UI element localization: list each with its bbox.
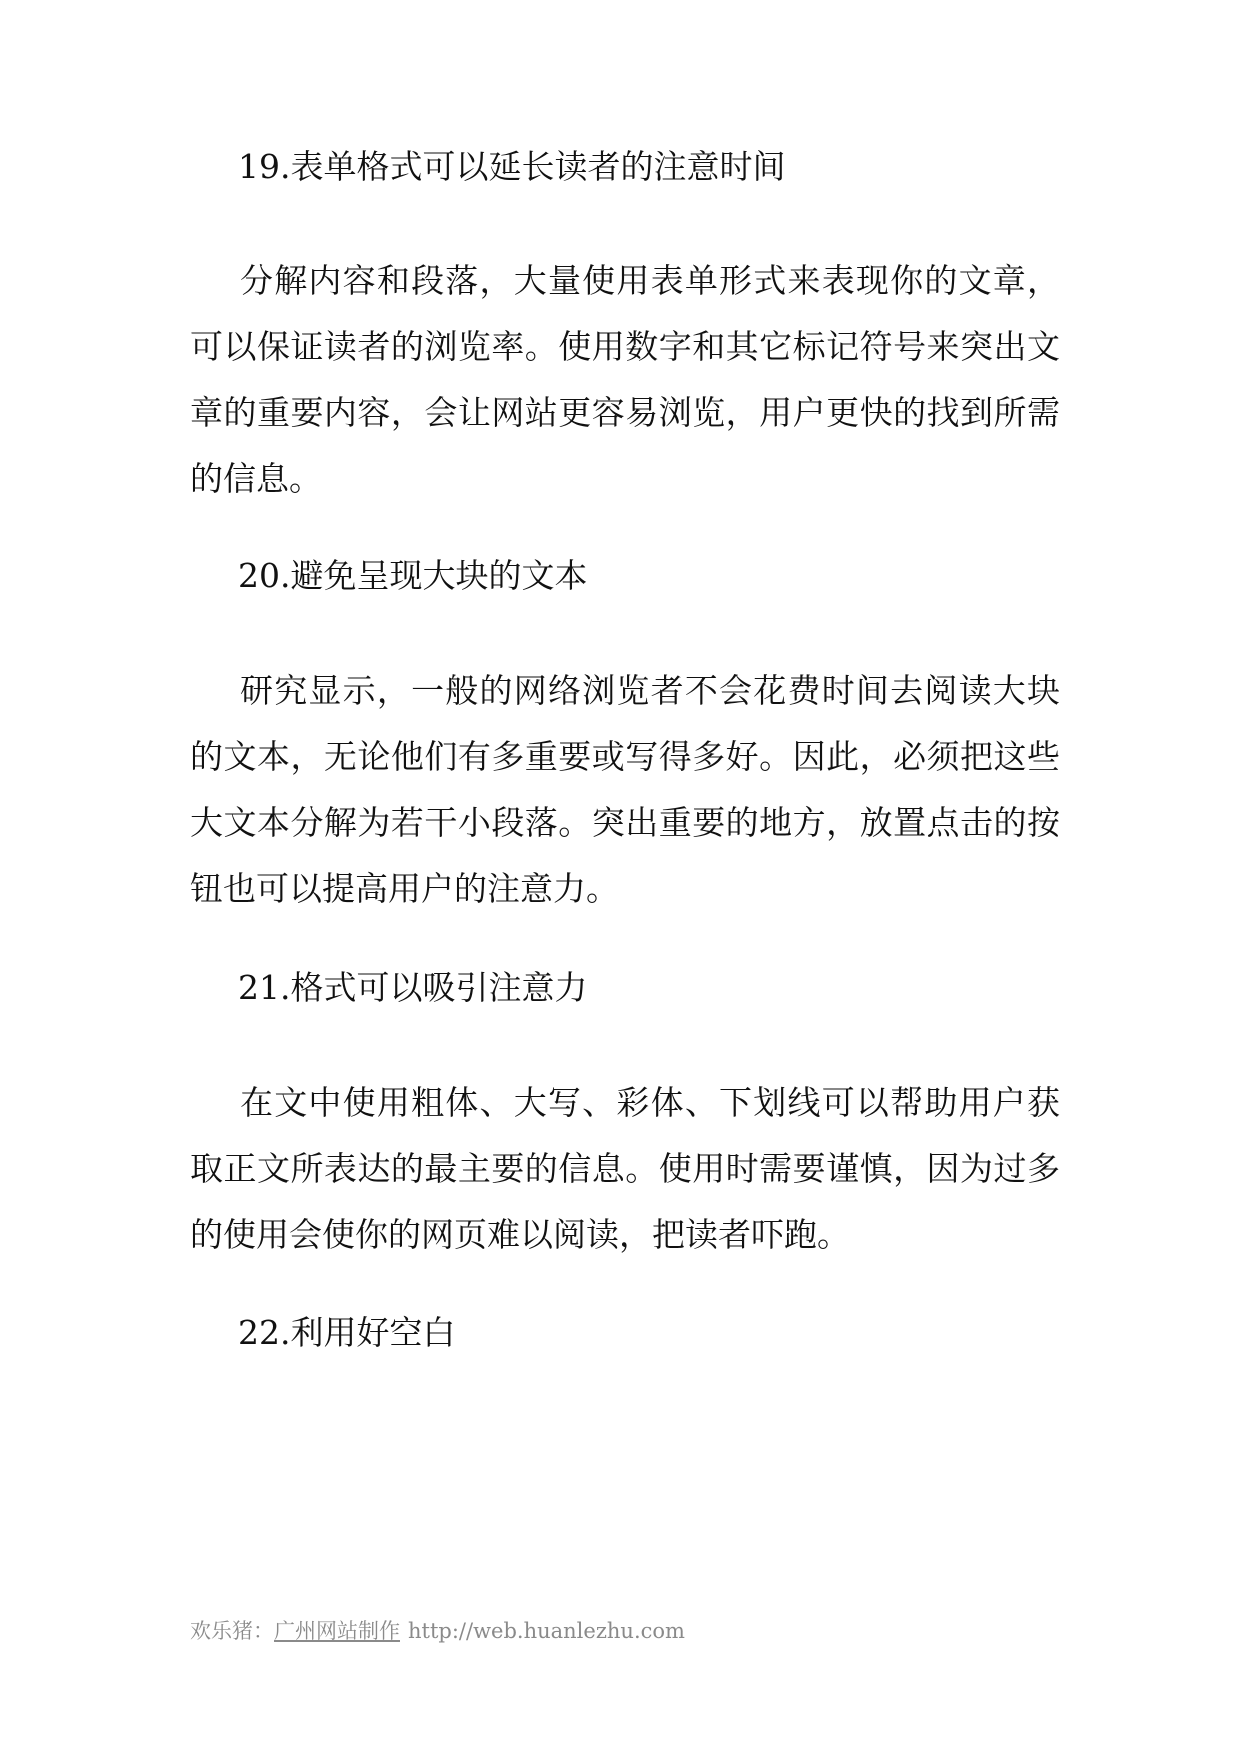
- section-body-21: 在文中使用粗体、大写、彩体、下划线可以帮助用户获取正文所表达的最主要的信息。使用时需要谨慎，因为过多的使用会使你的网页难以阅读，把读者吓跑。: [190, 1083, 1060, 1254]
- section-heading-20: 20.避免呈现大块的文本: [238, 556, 588, 595]
- footer-prefix: 欢乐猪：: [190, 1619, 274, 1643]
- section-heading-19: 19.表单格式可以延长读者的注意时间: [238, 147, 786, 186]
- page-footer: [190, 1618, 685, 1644]
- section-heading-22: 22.利用好空白: [238, 1313, 456, 1352]
- section-body-20: 研究显示，一般的网络浏览者不会花费时间去阅读大块的文本，无论他们有多重要或写得多好。因此，必须把这些大文本分解为若干小段落。突出重要的地方，放置点击的按钮也可以提高用户的注意力。: [190, 671, 1060, 908]
- section-body-19: 分解内容和段落，大量使用表单形式来表现你的文章，可以保证读者的浏览率。使用数字和其它标记符号来突出文章的重要内容，会让网站更容易浏览，用户更快的找到所需的信息。: [190, 261, 1060, 498]
- footer-url[interactable]: http://web.huanlezhu.com: [408, 1619, 685, 1643]
- footer-link[interactable]: 广州网站制作: [274, 1619, 400, 1643]
- section-heading-21: 21.格式可以吸引注意力: [238, 968, 588, 1007]
